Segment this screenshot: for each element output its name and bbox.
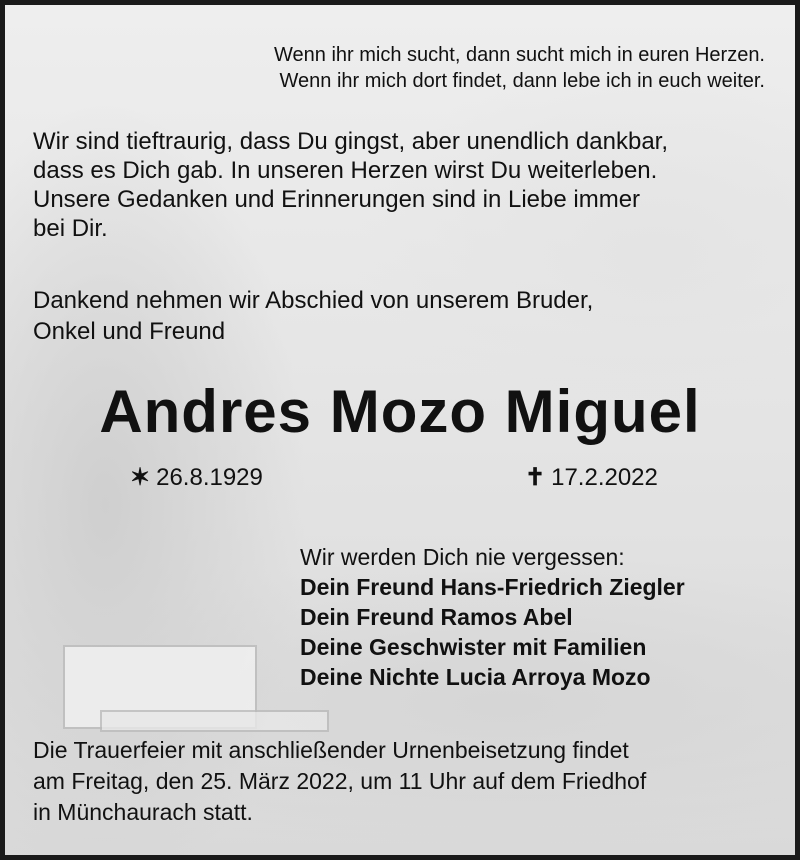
text-line: Unsere Gedanken und Erinnerungen sind in Liebe immer [33,186,641,213]
death-date-text: 17.2.2022 [551,464,658,491]
motto-line: Wenn ihr mich dort findet, dann lebe ich in euch weiter. [279,70,765,92]
signatures-intro: Wir werden Dich nie vergessen: [300,544,625,570]
death-date [525,463,658,492]
text-line: Die Trauerfeier mit anschließender Urnenbeisetzung findet [33,737,629,763]
motto-line: Wenn ihr mich sucht, dann sucht mich in euren Herzen. [274,44,765,66]
signatory: Dein Freund Hans-Friedrich Ziegler [300,574,685,600]
birth-date-text: 26.8.1929 [156,464,263,491]
text-line: Onkel und Freund [33,318,226,345]
motto [274,42,765,94]
farewell-paragraph [33,285,593,347]
service-info [33,735,646,828]
bench-seat-image [100,710,329,732]
text-line: Dankend nehmen wir Abschied von unserem Bruder, [33,287,594,314]
text-line: in Münchaurach statt. [33,799,253,825]
deceased-name: Andres Mozo Miguel [99,378,701,445]
text-line: Wir sind tieftraurig, dass Du gingst, aber unendlich dankbar, [33,128,669,155]
text-line: am Freitag, den 25. März 2022, um 11 Uhr auf dem Friedhof [33,768,647,794]
text-line: bei Dir. [33,215,108,242]
birth-date [130,463,263,492]
star-icon: ✶ [130,464,151,491]
text-line: dass es Dich gab. In unseren Herzen wirst Du weiterleben. [33,157,658,184]
condolence-paragraph [33,127,668,243]
signatory: Deine Geschwister mit Familien [300,634,647,660]
cross-icon: ✝ [525,464,546,491]
signatory: Dein Freund Ramos Abel [300,604,573,630]
signatory: Deine Nichte Lucia Arroya Mozo [300,664,651,690]
signatures [300,542,685,692]
